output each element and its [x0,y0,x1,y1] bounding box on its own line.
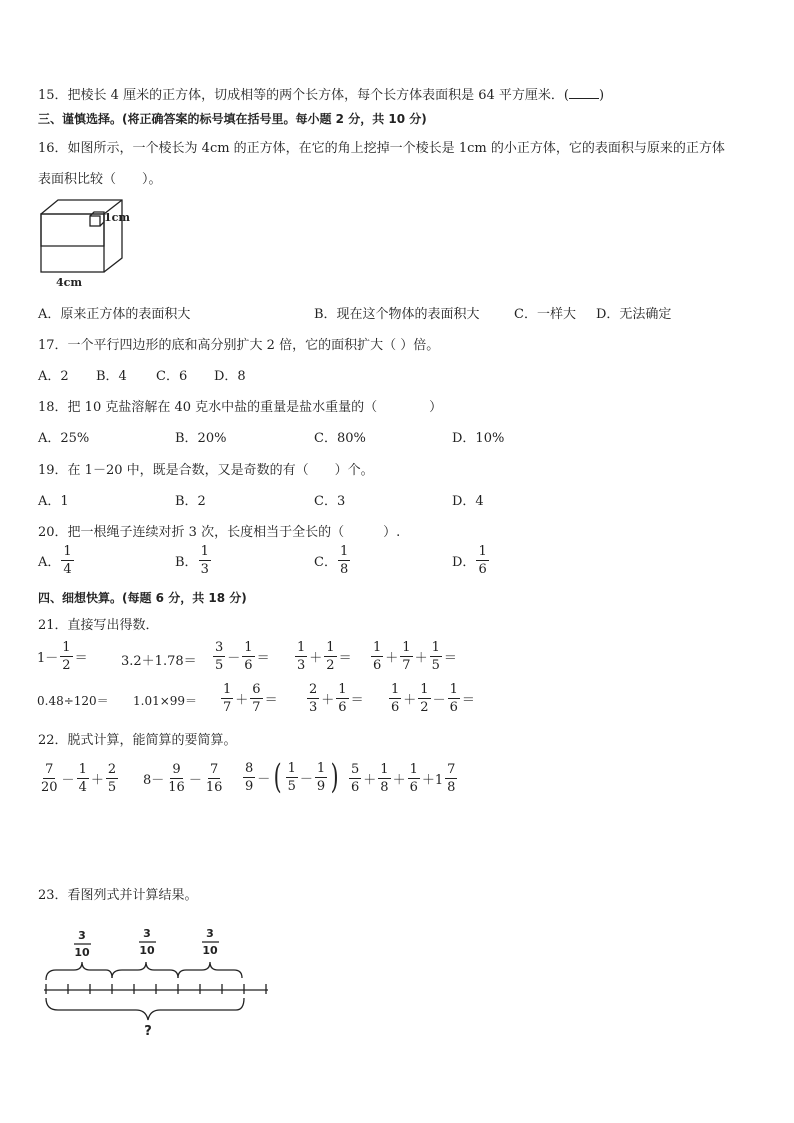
small-cube [90,216,100,226]
q20-option-a[interactable] [38,545,75,576]
segment-3-num: 3 [206,927,214,940]
q21-expr-10: 1 6 ＋ 1 2 － 1 6 ＝ [391,682,475,715]
q19-option-d[interactable]: D．4 [452,494,484,509]
q20-option-b[interactable] [175,545,212,576]
q21-expr-5: 1 6 ＋ 1 7 ＋ 1 5 ＝ [373,640,457,673]
question-17: 17．一个平行四边形的底和高分别扩大 2 倍，它的面积扩大（ ）倍。 [38,338,440,353]
q21-expr-8: 1 7 ＋ 6 7 ＝ [223,682,278,715]
q22-expr-b: 8－ 9 16 － 7 16 [143,762,223,795]
q20-option-c[interactable] [314,545,351,576]
section-3-heading: 三、谨慎选择。(将正确答案的标号填在括号里。每小题 2 分，共 10 分) [38,112,427,126]
segment-2-den: 10 [139,944,155,957]
label-4cm: 4cm [56,276,82,289]
question-23: 23．看图列式并计算结果。 [38,888,198,903]
label-1cm: 1cm [104,211,130,224]
brace-2 [112,962,178,978]
cube-front-face [41,214,104,272]
q16-option-b[interactable]: B．现在这个物体的表面积大 [314,307,480,322]
q21-expr-3: 3 5 － 1 6 ＝ [215,640,270,673]
fraction: 1 4 [63,544,72,577]
q18-option-b[interactable]: B．20% [175,431,227,446]
q21-expr-6: 0.48÷120＝ [37,694,109,708]
q19-option-c[interactable]: C．3 [314,494,346,509]
q16-option-c[interactable]: C．一样大 [514,307,576,322]
q19-option-b[interactable]: B．2 [175,494,206,509]
question-16-line1: 16．如图所示，一个棱长为 4cm 的正方体，在它的角上挖掉一个棱长是 1cm 的小正方体，它的表面积与原来的正方体 [38,141,725,156]
q22-expr-c: 8 9 － ( 1 5 － 1 9 ) [245,757,339,797]
fraction: 1 3 [200,544,209,577]
question-15 [38,84,604,103]
q18-option-d[interactable]: D．10% [452,431,505,446]
segment-1-num: 3 [78,929,86,942]
q16-option-d[interactable]: D．无法确定 [596,307,672,322]
q22-expr-d: 5 6 ＋ 1 8 ＋ 1 6 ＋1 7 8 [351,762,456,795]
q21-expr-1: 1－ 1 2 ＝ [37,640,88,673]
q21-expr-4: 1 3 ＋ 1 2 ＝ [297,640,352,673]
question-18: 18．把 10 克盐溶解在 40 克水中盐的重量是盐水重量的（ ） [38,400,443,415]
option-label: C． [314,555,337,570]
q16-option-a[interactable]: A．原来正方体的表面积大 [38,307,191,322]
q22-expr-a: 7 20 － 1 4 ＋ 2 5 [41,762,117,795]
q18-option-c[interactable]: C．80% [314,431,366,446]
q21-expr-9: 2 3 ＋ 1 6 ＝ [309,682,364,715]
brace-1 [46,962,112,980]
q20-option-d[interactable] [452,545,490,576]
q17-option-c[interactable]: C．6 [156,369,188,384]
cube-front-face-upper [41,214,104,246]
number-line-figure [40,922,272,1040]
question-15-close: ) [598,88,605,103]
question-19: 19．在 1－20 中，既是合数，又是奇数的有（ ）个。 [38,463,374,478]
q21-expr-2: 3.2＋1.78＝ [121,654,197,669]
segment-3-den: 10 [202,944,218,957]
option-label: A． [38,555,61,570]
question-16-line2: 表面积比较（ ）。 [38,172,162,187]
answer-blank[interactable] [569,86,599,99]
brace-total [46,998,244,1020]
segment-1-den: 10 [74,946,90,959]
segment-2-num: 3 [143,927,151,940]
total-question-mark: ? [144,1024,152,1039]
question-22: 22．脱式计算，能简算的要简算。 [38,733,237,748]
question-21: 21．直接写出得数． [38,618,159,633]
cube-figure [36,196,136,290]
q21-expr-7: 1.01×99＝ [133,694,198,708]
q18-option-a[interactable]: A．25% [38,431,90,446]
brace-3 [178,962,242,978]
q17-option-b[interactable]: B．4 [96,369,127,384]
q17-option-a[interactable]: A．2 [38,369,69,384]
option-label: B． [175,555,198,570]
question-20: 20．把一根绳子连续对折 3 次，长度相当于全长的（ ）. [38,525,401,540]
fraction: 1 8 [339,544,349,577]
q19-option-a[interactable]: A．1 [38,494,69,509]
option-label: D． [452,555,476,570]
section-4-heading: 四、细想快算。(每题 6 分，共 18 分) [38,591,247,605]
question-15-text: 15．把棱长 4 厘米的正方体，切成相等的两个长方体，每个长方体表面积是 64 平方厘米．( [38,88,569,103]
fraction: 1 6 [478,544,487,577]
q17-option-d[interactable]: D．8 [214,369,246,384]
